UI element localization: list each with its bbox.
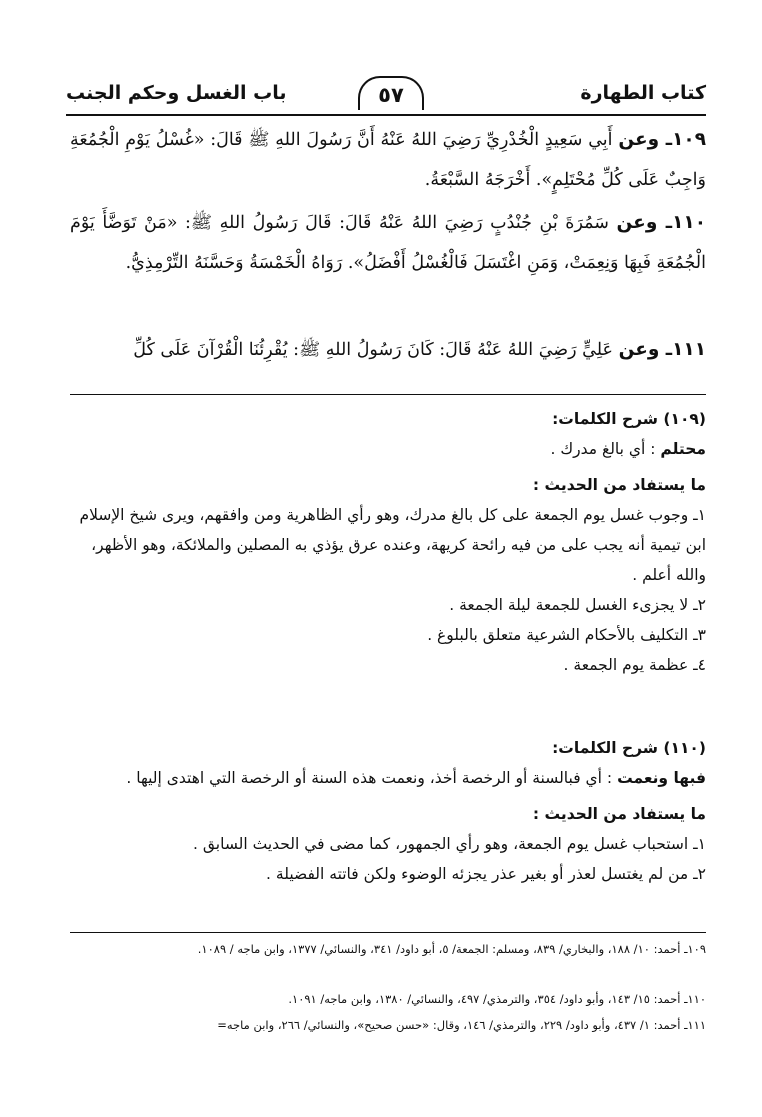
commentary-110 [70, 733, 706, 889]
benefits-heading: ما يستفاد من الحديث : [532, 805, 706, 823]
footnote-divider [70, 932, 706, 933]
hadith-109 [70, 120, 706, 200]
commentary-109 [70, 404, 706, 680]
benefit-item: ٢ـ من لم يغتسل لعذر أو بغير عذر يجزئه الوضوء ولكن فاتته الفضيلة . [266, 865, 706, 883]
book-title: كتاب الطهارة [580, 82, 706, 104]
glossary-entry [70, 763, 706, 793]
hadith-number: ١١١ـ وعن [618, 339, 706, 360]
benefits-heading: ما يستفاد من الحديث : [532, 476, 706, 494]
text-divider [70, 394, 706, 395]
benefit-item: ١ـ وجوب غسل يوم الجمعة على كل بالغ مدرك، وهو رأي الظاهرية ومن وافقهم، ويرى شيخ الإسلام ابن تيمية أنه يجب على من فيه رائحة كريهة، وعنده عرق يؤذي به المصلين والملائكة، وهو الأظهر، والله أعلم . [79, 506, 706, 584]
glossary-entry [70, 434, 706, 464]
hadith-111 [70, 330, 706, 370]
hadith-text: عَلِيٍّ رَضِيَ اللهُ عَنْهُ قَالَ: كَانَ رَسُولُ اللهِ ﷺ: يُقْرِئُنَا الْقُرْآنَ عَلَى كُلِّ [133, 340, 613, 360]
hadith-text: أَبِي سَعِيدٍ الْخُدْرِيِّ رَضِيَ اللهُ عَنْهُ أَنَّ رَسُولَ اللهِ ﷺ قَالَ: «غُسْلُ يَوْمِ الْجُمُعَةِ وَاجِبٌ عَلَى كُلِّ مُحْتَلِمٍ». أَخْرَجَهُ السَّبْعَةُ. [70, 130, 706, 190]
benefit-item: ١ـ استحباب غسل يوم الجمعة، وهو رأي الجمهور، كما مضى في الحديث السابق . [193, 835, 706, 853]
glossary-word: فبها ونعمت [617, 769, 706, 787]
footnote-109: ١٠٩ـ أحمد: ١٠/ ١٨٨، والبخاري/ ٨٣٩، ومسلم: الجمعة/ ٥، أبو داود/ ٣٤١، والنسائي/ ١٣٧٧، وابن ماجه / ١٠٨٩. [197, 942, 706, 956]
glossary-definition: : أي بالغ مدرك . [550, 440, 656, 458]
hadith-110 [70, 203, 706, 283]
glossary-definition: : أي فبالسنة أو الرخصة أخذ، ونعمت هذه السنة أو الرخصة التي اهتدى إليها . [126, 769, 613, 787]
hadith-number: ١١٠ـ وعن [616, 212, 706, 233]
hadith-number: ١٠٩ـ وعن [618, 129, 706, 150]
benefit-item: ٣ـ التكليف بالأحكام الشرعية متعلق بالبلوغ . [427, 626, 706, 644]
chapter-title: باب الغسل وحكم الجنب [66, 82, 287, 104]
benefit-item: ٢ـ لا يجزىء الغسل للجمعة ليلة الجمعة . [449, 596, 706, 614]
page-header [66, 78, 706, 116]
glossary-heading: (١١٠) شرح الكلمات: [552, 739, 706, 757]
glossary-heading: (١٠٩) شرح الكلمات: [552, 410, 706, 428]
benefit-item: ٤ـ عظمة يوم الجمعة . [563, 656, 706, 674]
glossary-word: محتلم [660, 440, 706, 458]
footnote-110: ١١٠ـ أحمد: ١٥/ ١٤٣، وأبو داود/ ٣٥٤، والترمذي/ ٤٩٧، والنسائي/ ١٣٨٠، وابن ماجه/ ١٠٩١. [288, 992, 706, 1006]
page-number: ٥٧ [358, 76, 424, 110]
footnote-111: ١١١ـ أحمد: ١/ ٤٣٧، وأبو داود/ ٢٢٩، والترمذي/ ١٤٦، وقال: «حسن صحيح»، والنسائي/ ٢٦٦، وابن ماجه= [217, 1018, 706, 1032]
hadith-text: سَمُرَةَ بْنِ جُنْدُبٍ رَضِيَ اللهُ عَنْهُ قَالَ: قَالَ رَسُولُ اللهِ ﷺ: «مَنْ تَوَضَّأَ يَوْمَ الْجُمُعَةِ فَبِهَا وَنِعِمَتْ، وَمَنِ اغْتَسَلَ فَالْغُسْلُ أَفْضَلُ». رَوَاهُ الْخَمْسَةُ وَحَسَّنَهُ التِّرْمِذِيُّ. [70, 213, 706, 273]
